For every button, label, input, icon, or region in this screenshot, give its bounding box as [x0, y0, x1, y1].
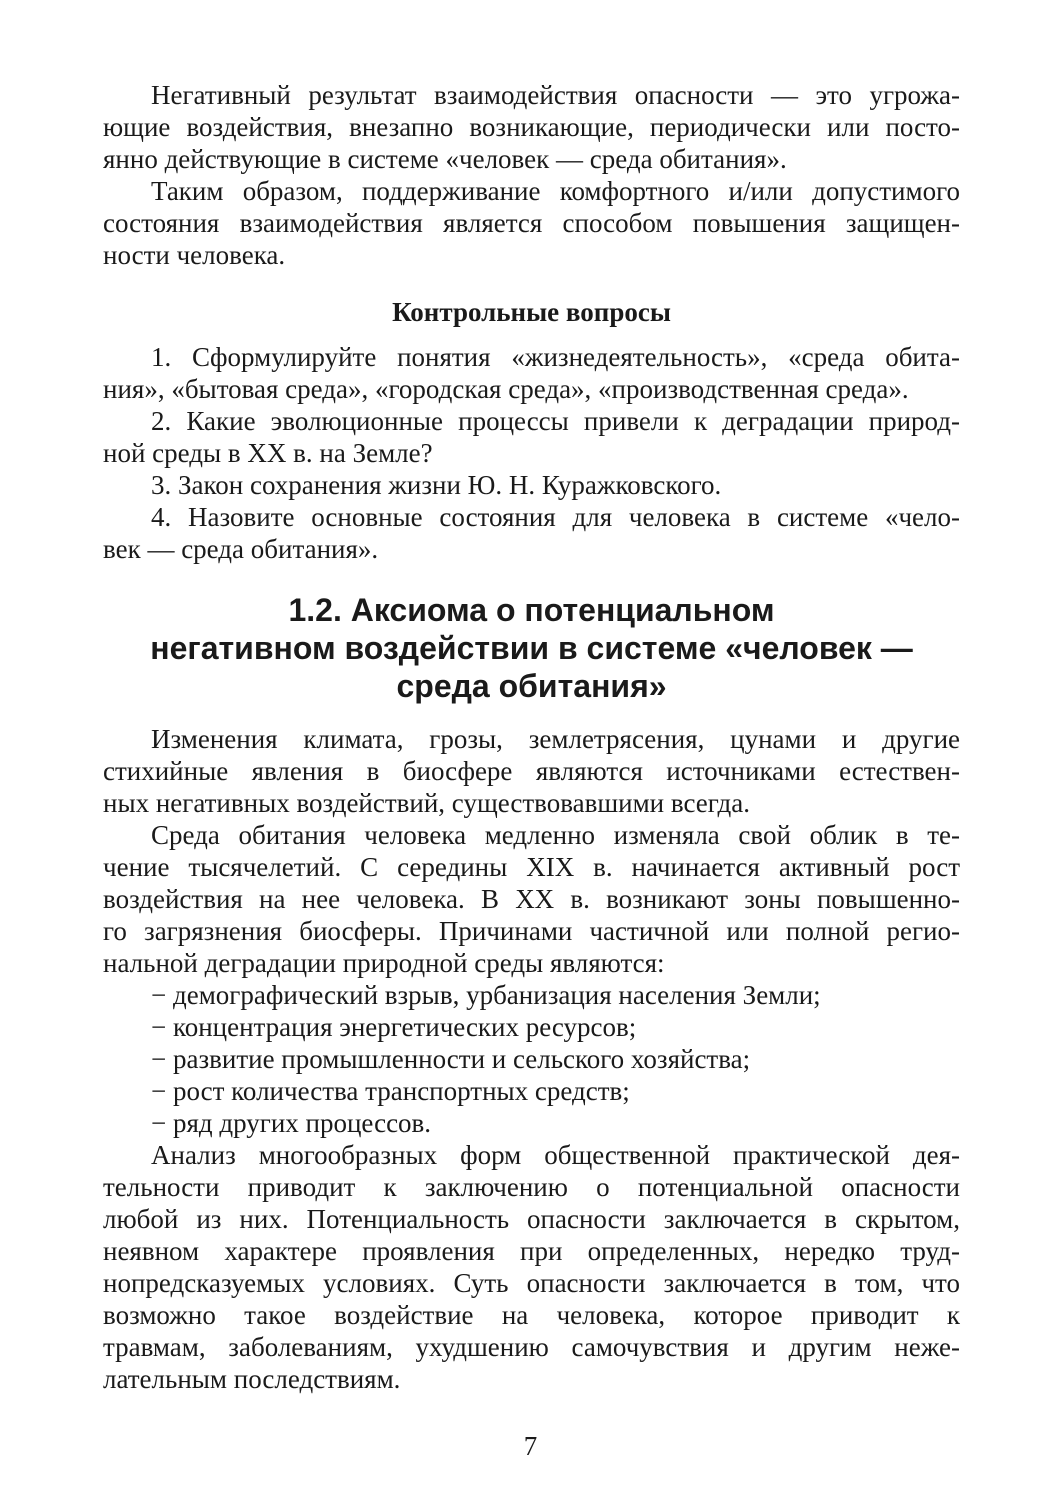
text-line: янно действующие в системе «человек — среда обитания».	[103, 144, 787, 174]
text-line: ной среды в XX в. на Земле?	[103, 438, 433, 468]
text-line: век — среда обитания».	[103, 534, 379, 564]
text-line: ния», «бытовая среда», «городская среда», «производственная среда».	[103, 374, 909, 404]
text-line: − развитие промышленности и сельского хозяйства;	[151, 1044, 751, 1074]
text-line: ности человека.	[103, 240, 286, 270]
control-questions-list	[103, 341, 960, 565]
text-line: Таким образом, поддерживание комфортного и/или допустимого	[151, 176, 960, 206]
text-line: 3. Закон сохранения жизни Ю. Н. Куражковского.	[151, 470, 722, 500]
section-body	[103, 723, 960, 1395]
text-line: 2. Какие эволюционные процессы привели к деградации природ-	[151, 406, 960, 436]
section-heading-line: негативном воздействии в системе «человек —	[150, 630, 913, 666]
section-heading-line: среда обитания»	[396, 668, 667, 704]
text-line: 4. Назовите основные состояния для человека в системе «чело-	[151, 502, 960, 532]
text-line: Анализ многообразных форм общественной практической дея-	[151, 1140, 960, 1170]
control-questions-heading: Контрольные вопросы	[392, 297, 671, 327]
text-line: любой из них. Потенциальность опасности заключается в скрытом,	[103, 1204, 960, 1234]
text-line: − демографический взрыв, урбанизация населения Земли;	[151, 980, 821, 1010]
text-line: лательным последствиям.	[103, 1364, 401, 1394]
page-number: 7	[523, 1431, 538, 1461]
text-line: травмам, заболеваниям, ухудшению самочувствия и другим неже-	[103, 1332, 960, 1362]
text-line: ных негативных воздействий, существовавшими всегда.	[103, 788, 750, 818]
text-line: нальной деградации природной среды являются:	[103, 948, 665, 978]
text-line: 1. Сформулируйте понятия «жизнедеятельность», «среда обита-	[151, 342, 960, 372]
text-line: ющие воздействия, внезапно возникающие, периодически или посто-	[103, 112, 960, 142]
text-line: нопредсказуемых условиях. Суть опасности заключается в том, что	[103, 1268, 960, 1298]
text-line: − ряд других процессов.	[151, 1108, 432, 1138]
text-line: го загрязнения биосферы. Причинами частичной или полной регио-	[103, 916, 960, 946]
text-line: неявном характере проявления при определенных, нередко труд-	[103, 1236, 960, 1266]
text-line: − рост количества транспортных средств;	[151, 1076, 630, 1106]
text-line: Среда обитания человека медленно изменяла свой облик в те-	[151, 820, 960, 850]
text-line: чение тысячелетий. С середины XIX в. начинается активный рост	[103, 852, 960, 882]
text-line: Изменения климата, грозы, землетрясения, цунами и другие	[151, 724, 960, 754]
text-line: воздействия на нее человека. В XX в. возникают зоны повышенно-	[103, 884, 960, 914]
text-line: тельности приводит к заключению о потенциальной опасности	[103, 1172, 960, 1202]
text-line: стихийные явления в биосфере являются источниками естествен-	[103, 756, 960, 786]
text-line: возможно такое воздействие на человека, которое приводит к	[103, 1300, 960, 1330]
intro-paragraphs	[103, 79, 960, 271]
section-heading	[103, 591, 960, 705]
text-line: Негативный результат взаимодействия опасности — это угрожа-	[151, 80, 960, 110]
text-line: − концентрация энергетических ресурсов;	[151, 1012, 637, 1042]
text-line: состояния взаимодействия является способом повышения защищен-	[103, 208, 960, 238]
section-heading-line: 1.2. Аксиома о потенциальном	[288, 592, 775, 628]
